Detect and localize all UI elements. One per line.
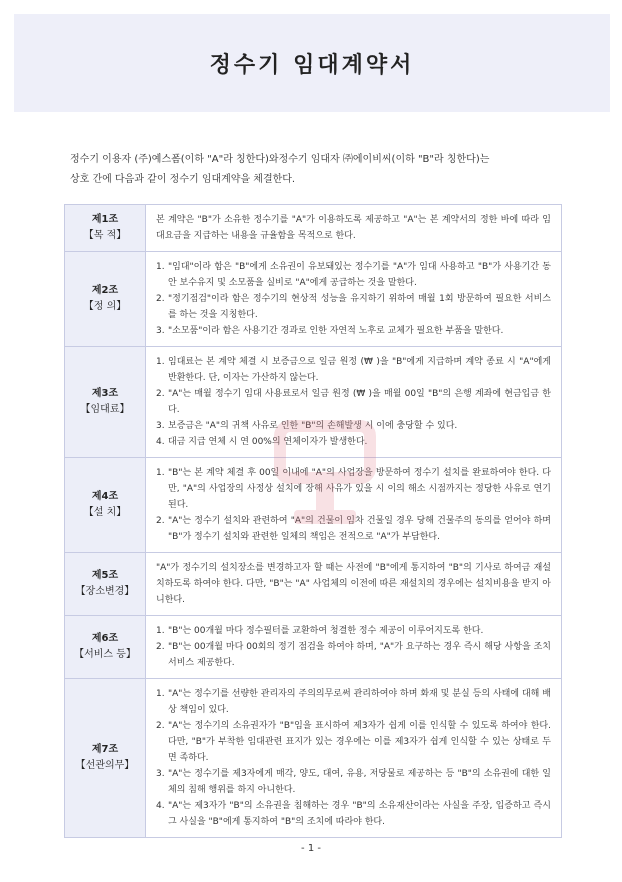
- page-number: - 1 -: [301, 843, 321, 854]
- article-item-text: "B"는 00개월 마다 00회의 정기 점검을 하여야 하며, "A"가 요구하는 경우 즉시 해당 사항을 조치 서비스 제공한다.: [168, 642, 551, 668]
- document-title: 정수기 임대계약서: [209, 52, 415, 78]
- article-heading: 【서비스 등】: [74, 649, 136, 660]
- article-item-text: "B"는 본 계약 체결 후 00일 이내에 "A"의 사업장을 방문하여 정수기 설치를 완료하여야 한다. 다만, "A"의 사업장의 사정상 설치에 장해 사유가 있을 시 이의 해소 시점까지는 정당한 사유로 연기된다.: [168, 468, 551, 510]
- article-item: [156, 291, 551, 323]
- article-item: [156, 465, 551, 513]
- article-item-number: 2.: [156, 294, 165, 304]
- article-row: [65, 679, 561, 837]
- article-content: [146, 679, 561, 837]
- article-content: [146, 458, 561, 552]
- article-row: [65, 458, 561, 553]
- article-item: [156, 418, 551, 434]
- article-number: 제2조: [91, 285, 119, 296]
- article-row: [65, 252, 561, 347]
- article-number: 제4조: [91, 491, 119, 502]
- article-item-list: [156, 623, 551, 671]
- article-item-number: 3.: [156, 421, 165, 431]
- article-item-number: 4.: [156, 801, 165, 811]
- intro-line-1: 정수기 이용자 (주)예스폼(이하 "A"라 칭한다)와정수기 임대자 ㈜에이비씨(이하 "B"라 칭한다)는: [70, 154, 490, 165]
- article-row: [65, 205, 561, 252]
- article-item-text: "정기점검"이라 함은 정수기의 현상적 성능을 유지하기 위하여 매월 1회 방문하여 필요한 서비스를 하는 것을 지칭한다.: [168, 294, 551, 320]
- article-label: [65, 616, 146, 678]
- article-content: [146, 205, 561, 251]
- article-item-list: [156, 354, 551, 450]
- article-content: [146, 252, 561, 346]
- article-label: [65, 553, 146, 615]
- article-item: [156, 434, 551, 450]
- article-row: [65, 616, 561, 679]
- article-item: [156, 686, 551, 718]
- article-item-text: "A"는 정수기 설치와 관련하여 "A"의 건물이 임차 건물일 경우 당해 건물주의 동의를 얻어야 하며 "B"가 정수기 설치와 관련한 일체의 책임은 전적으로 "A"가 부담한다.: [168, 516, 551, 542]
- article-item: [156, 386, 551, 418]
- article-row: [65, 553, 561, 616]
- article-item-text: "A"는 정수기의 소유권자가 "B"임을 표시하여 제3자가 쉽게 이를 인식할 수 있도록 하여야 한다. 다만, "B"가 부착한 임대관련 표지가 있는 경우에는 이를 제3자가 쉽게 인식할 수 있는 상태로 두면 족하다.: [168, 721, 551, 763]
- article-item: [156, 798, 551, 830]
- article-item-number: 3.: [156, 326, 165, 336]
- article-item: [156, 513, 551, 545]
- article-content: [146, 347, 561, 457]
- article-number: 제6조: [91, 633, 119, 644]
- article-item-text: 임대료는 본 계약 체결 시 보증금으로 일금 원정 (₩ )을 "B"에게 지급하며 계약 종료 시 "A"에게 반환한다. 단, 이자는 가산하지 않는다.: [168, 357, 551, 383]
- intro-text: [70, 150, 570, 190]
- article-row: [65, 347, 561, 458]
- article-item-number: 4.: [156, 437, 165, 447]
- article-item-text: 보증금은 "A"의 귀책 사유로 인한 "B"의 손해발생 시 이에 충당할 수 있다.: [168, 421, 458, 431]
- article-number: 제5조: [91, 570, 119, 581]
- article-item-number: 1.: [156, 468, 165, 478]
- article-label: [65, 252, 146, 346]
- article-heading: 【목 적】: [83, 230, 127, 241]
- article-heading: 【장소변경】: [75, 586, 135, 597]
- article-item-list: [156, 259, 551, 339]
- article-item-number: 1.: [156, 357, 165, 367]
- article-item: [156, 623, 551, 639]
- article-label: [65, 458, 146, 552]
- article-item: [156, 718, 551, 766]
- article-item-number: 3.: [156, 769, 165, 779]
- article-item-list: [156, 686, 551, 830]
- article-paragraph: "A"가 정수기의 설치장소를 변경하고자 할 때는 사전에 "B"에게 통지하여 "B"의 기사로 하여금 재설치하도록 하여야 한다. 다만, "B"는 "A" 사업체의 이전에 따른 재설치의 경우에는 설치비용을 받지 아니한다.: [156, 563, 551, 605]
- intro-line-2: 상호 간에 다음과 같이 정수기 임대계약을 체결한다.: [70, 174, 296, 185]
- article-heading: 【임대료】: [80, 404, 130, 415]
- article-item-text: "A"는 매월 정수기 임대 사용료로서 일금 원정 (₩ )을 매월 00일 "B"의 은행 계좌에 현금입금 한다.: [168, 389, 551, 415]
- article-item-text: "A"는 정수기를 선량한 관리자의 주의의무로써 관리하여야 하며 화재 및 분실 등의 사태에 대해 배상 책임이 있다.: [168, 689, 551, 715]
- article-item-number: 2.: [156, 389, 165, 399]
- contract-articles-table: [64, 204, 562, 838]
- article-item: [156, 259, 551, 291]
- article-item-text: "A"는 정수기를 제3자에게 매각, 양도, 대여, 유용, 저당물로 제공하는 등 "B"의 소유권에 대한 일체의 침해 행위를 하지 아니한다.: [168, 769, 551, 795]
- article-item-text: "A"는 제3자가 "B"의 소유권을 침해하는 경우 "B"의 소유재산이라는 사실을 주장, 입증하고 즉시 그 사실을 "B"에게 통지하여 "B"의 조치에 따라야 한다.: [168, 801, 551, 827]
- title-band: [14, 14, 610, 112]
- article-item-number: 2.: [156, 642, 165, 652]
- article-number: 제3조: [91, 388, 119, 399]
- article-item-text: "B"는 00개월 마다 정수필터를 교환하여 청결한 정수 제공이 이루어지도록 한다.: [168, 626, 484, 636]
- article-item-text: 대금 지급 연체 시 연 00%의 연체이자가 발생한다.: [168, 437, 368, 447]
- article-item-number: 2.: [156, 516, 165, 526]
- article-number: 제7조: [91, 744, 119, 755]
- article-item-list: [156, 465, 551, 545]
- article-item: [156, 323, 551, 339]
- article-item-number: 1.: [156, 262, 165, 272]
- article-label: [65, 205, 146, 251]
- article-item: [156, 354, 551, 386]
- article-paragraph: 본 계약은 "B"가 소유한 정수기를 "A"가 이용하도록 제공하고 "A"는 본 계약서의 정한 바에 따라 임대요금을 지급하는 내용을 규율함을 목적으로 한다.: [156, 215, 551, 241]
- article-item-text: "임대"이라 함은 "B"에게 소유권이 유보돼있는 정수기를 "A"가 임대 사용하고 "B"가 사용기간 동안 보수유지 및 소모품을 실비로 "A"에게 공급하는 것을 말한다.: [168, 262, 551, 288]
- article-item-number: 2.: [156, 721, 165, 731]
- article-label: [65, 347, 146, 457]
- article-content: [146, 616, 561, 678]
- article-heading: 【설 치】: [83, 507, 127, 518]
- article-item-text: "소모품"이라 함은 사용기간 경과로 인한 자연적 노후로 교체가 필요한 부품을 말한다.: [168, 326, 504, 336]
- article-label: [65, 679, 146, 837]
- article-heading: 【선관의무】: [75, 760, 135, 771]
- article-number: 제1조: [91, 214, 119, 225]
- article-item-number: 1.: [156, 689, 165, 699]
- article-item: [156, 639, 551, 671]
- article-item-number: 1.: [156, 626, 165, 636]
- article-item: [156, 766, 551, 798]
- article-heading: 【정 의】: [83, 301, 127, 312]
- article-content: [146, 553, 561, 615]
